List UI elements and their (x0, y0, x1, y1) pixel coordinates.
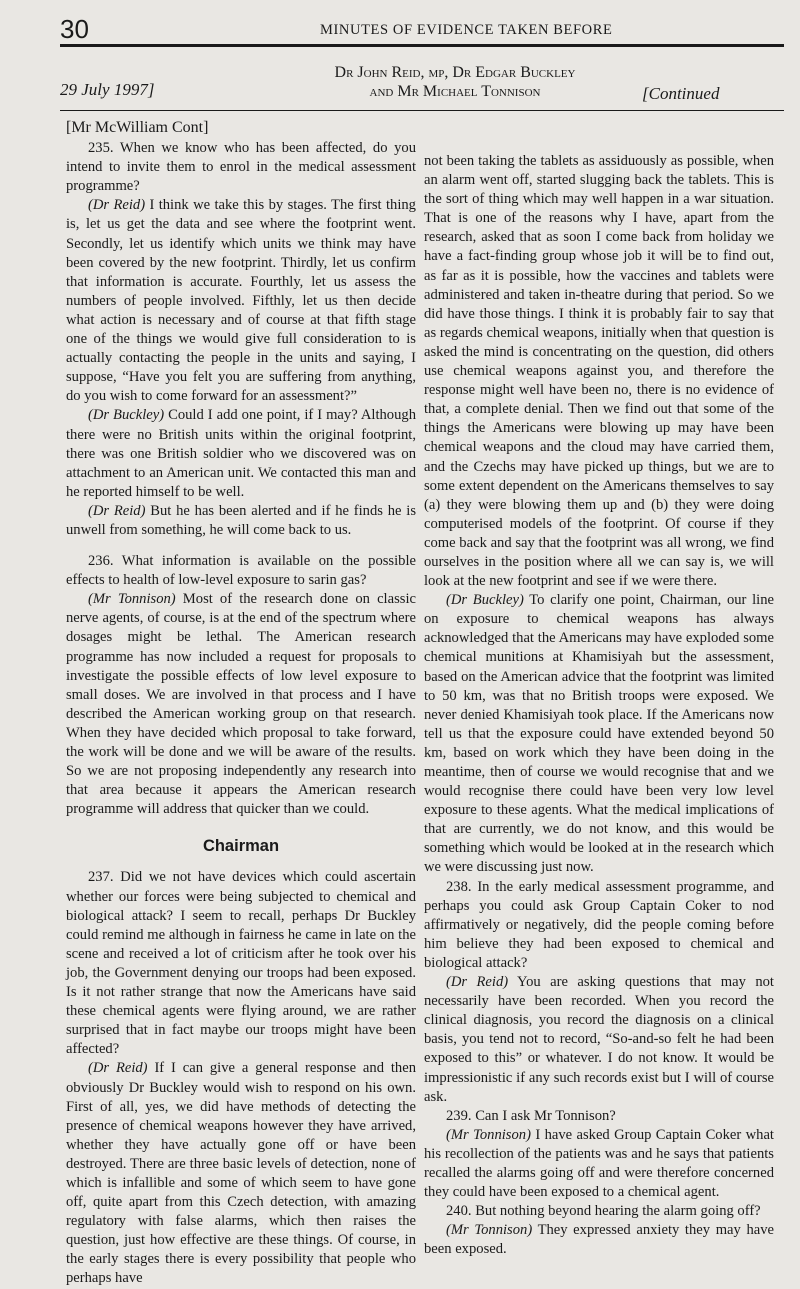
speaker-label: (Mr Tonnison) (446, 1126, 531, 1143)
question-text: In the early medical assessment programme, and perhaps you could ask Group Captain Coker to nod affirmatively or negatively, did the people coming before him believe they had been exposed to chemical and biological attack? (424, 878, 775, 971)
answer-text: If I can give a general response and then obviously Dr Buckley would wish to respond on his own. First of all, yes, we did have methods of detecting the presence of chemical weapons however they have arrived, whether they have actually gone off or have been destroyed. There are three basic levels of detection, none of which is infallible and some of which seem to have gone off, quite apart from this Czech detection, with amazing regulatory with false alarms, which then raises the question, just how effective are these things. Of course, in the early stages there is every possibility that people who perhaps have (66, 1060, 416, 1287)
question-number: 239. (446, 1107, 472, 1124)
answer-237-reid (66, 1059, 416, 1288)
speaker-label: (Dr Buckley) (446, 592, 524, 609)
witness-line-2: and Mr Michael Tonnison (369, 83, 541, 100)
header-rule (60, 44, 784, 47)
answer-text: I think we take this by stages. The first thing is, let us get the data and see where the footprint went. Secondly, let us identify which units we think may have been covered by the new footprint. Thirdly, let us confirm that information is accurate. Fourthly, let us assess the numbers of people involved. Fifthly, let us then decide what action is necessary and of course at that fifth stage one of the things we would give full consideration to is actually contacting the people in the units and saying, I suppose, “Have you felt you are suffering from anything, do you wish to come forward for an assessment?” (66, 197, 416, 405)
answer-238-reid (424, 973, 774, 1107)
witness-line-1: Dr John Reid, mp, Dr Edgar Buckley (334, 64, 576, 81)
speaker-label: (Dr Buckley) (88, 407, 165, 424)
question-number: 237. (88, 869, 114, 886)
answer-235-reid-2 (66, 502, 416, 540)
answer-text: Most of the research done on classic nerve agents, of course, is at the end of the spectrum where dosages might be lethal. The American research programme has now included a request for proposals to investigate the possible effects of low level exposure to small doses. We are involved in that process and I have described the American working group on that research. When they have decided which proposal to take forward, the work will be done and we will be aware of the results. So we are not proposing independently any research into that area because it appears the American research programme will address that quicker than we could. (66, 591, 416, 818)
answer-text: Could I add one point, if I may? Although there were no British units within the original footprint, there was one British soldier who we discovered was on attachment to an American unit. We contacted this man and he reported himself to be well. (66, 407, 416, 500)
question-number: 236. (88, 553, 114, 570)
question-text: When we know who has been affected, do you intend to invite them to enrol in the medical assessment programme? (66, 140, 416, 195)
speaker-label: (Dr Reid) (88, 197, 146, 214)
question-number: 235. (88, 140, 114, 157)
answer-237-buckley (424, 591, 774, 877)
running-head: MINUTES OF EVIDENCE TAKEN BEFORE (320, 22, 613, 38)
question-text: What information is available on the possible effects to health of low-level exposure to sarin gas? (66, 553, 416, 589)
speaker-label: (Mr Tonnison) (446, 1222, 533, 1239)
answer-text: I have asked Group Captain Coker what his recollection of the patients was and he says that patients recalled the alarms going off and were therefore concerned they could have been exposed to a chemical agent. (424, 1126, 774, 1201)
left-column (66, 118, 416, 1289)
right-column (424, 152, 774, 1259)
question-238 (424, 878, 774, 973)
question-240 (424, 1202, 774, 1221)
question-235 (66, 139, 416, 196)
answer-236-tonnison (66, 590, 416, 819)
answer-237-continued: not been taking the tablets as assiduously as possible, when an alarm went off, started slugging back the tablets. This is the sort of thing which may well happen in a war situation. That is one of the reasons why I have, apart from the research, asked that as soon I come back from holiday we have a fact-finding group whose job it will be to find out, as far as it is possible, how the vaccines and tablets were administered and taken in-theatre during that period. So we did have those things. I think it is probably fair to say that as regards chemical weapons, initially when that question is asked the mind is concentrating on the question, did others use chemical weapons against you, and therefore the response might well have been no, there is no evidence of that, a complete denial. Then we find out that some of the things the Americans were blowing up may have been chemical weapons and the cloud may have carried them, and the Czechs may have picked up things, but we are to some extent dependent on the Americans themselves to say (a) they were blowing them up and (b) they were doing computerised models of the footprint. Of course if they come back and say that the footprint was all wrong, we find ourselves in the position where all we can say is, we will look at the new footprint and see if we were there. (424, 153, 774, 590)
speaker-label: (Dr Reid) (446, 974, 509, 991)
answer-240-tonnison (424, 1221, 774, 1259)
question-239 (424, 1107, 774, 1126)
chairman-heading: Chairman (202, 837, 280, 856)
speaker-label: (Mr Tonnison) (88, 591, 176, 608)
question-text: Did we not have devices which could ascertain whether our forces were being subjected to chemical and biological attack? I seem to recall, perhaps Dr Buckley could remind me although in fairness he came in late on the scene and received a lot of criticism after he took over his job, the Government denying our troops had been exposed. Is it not rather strange that now the Americans have said these chemical agents were flying around, we are rather surprised that in fact maybe our troops might have been affected? (66, 869, 416, 1058)
question-236 (66, 552, 416, 590)
answer-235-buckley (66, 406, 416, 501)
speaker-label: (Dr Reid) (88, 1060, 148, 1077)
answer-text: You are asking questions that may not necessarily have been recorded. When you record the clinical diagnosis, you record the diagnosis on a clinical basis, you tend not to record, “So-and-so felt he had been exposed to this” or whatever. I do not know. It would be impressionistic if any such records exist but I will of course ask. (424, 974, 774, 1105)
answer-text: To clarify one point, Chairman, our line on exposure to chemical weapons has always acknowledged that the Americans may have exploded some chemical munitions at Khamisiyah but the assessment, based on the American advice that the footprint was limited to 50 km, was that no British troops were exposed. We never denied Khamisiyah took place. If the Americans now tell us that the exposure could have extended beyond 50 km, based on work which they have been doing in the meantime, then of course we would recognise that and we would recognise there could have been very low level exposure to these agents. What the medical implications of that are currently, we do not know, and this would be something which would be looked at in the research which we were discussing just now. (424, 592, 774, 876)
speaker-label: (Dr Reid) (88, 502, 146, 519)
question-number: 240. (446, 1203, 472, 1220)
answer-235-reid (66, 196, 416, 406)
answer-239-tonnison (424, 1126, 774, 1202)
answer-text: They expressed anxiety they may have been exposed. (424, 1222, 774, 1258)
question-number: 238. (446, 878, 472, 895)
subheader-rule (60, 110, 784, 111)
page-number: 30 (60, 14, 89, 44)
continued-label: [Continued (642, 84, 720, 103)
hearing-date: 29 July 1997] (60, 80, 155, 99)
speaker-continued: [Mr McWilliam Cont] (66, 119, 209, 136)
answer-text: But he has been alerted and if he finds he is unwell from something, he will come back to us. (66, 502, 416, 538)
question-text: Can I ask Mr Tonnison? (475, 1107, 616, 1124)
question-text: But nothing beyond hearing the alarm going off? (475, 1203, 761, 1220)
question-237 (66, 868, 416, 1059)
page-header (60, 14, 780, 46)
witness-names (290, 63, 620, 101)
